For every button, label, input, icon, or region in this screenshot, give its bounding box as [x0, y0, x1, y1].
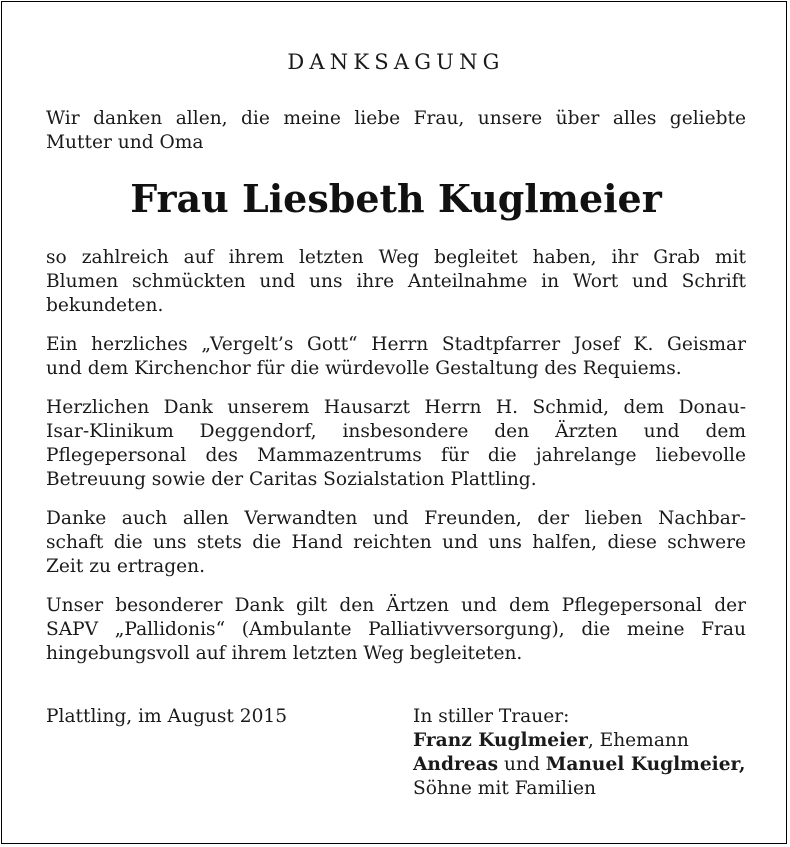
paragraph-line: Betreuung sowie der Caritas Sozialstation Plattling. — [46, 469, 537, 490]
paragraph-thanks-friends — [46, 507, 746, 579]
paragraph-line: hingebungsvoll auf ihrem letzten Weg begleiteten. — [46, 643, 523, 664]
paragraph-line: bekundeten. — [46, 295, 164, 316]
paragraph-line: Unser besonderer Dank gilt den Ärtzen und dem Pflegepersonal der — [46, 595, 746, 616]
paragraph-thanks-accompaniment — [46, 246, 746, 318]
paragraph-line: Ein herzliches „Vergelt’s Gott“ Herrn Stadtpfarrer Josef K. Geismar — [46, 334, 746, 355]
notice-heading: DANKSAGUNG — [287, 50, 505, 74]
paragraph-line: SAPV „Pallidonis“ (Ambulante Palliativversorgung), die meine Frau — [46, 619, 746, 640]
paragraph-line: Pflegepersonal des Mammazentrums für die jahrelange liebevolle — [46, 445, 746, 466]
paragraph-thanks-doctors — [46, 396, 746, 492]
mourner-line — [413, 753, 753, 777]
deceased-name: Frau Liesbeth Kuglmeier — [130, 176, 662, 221]
intro-line: Wir danken allen, die meine liebe Frau, unsere über alles geliebte — [46, 108, 746, 129]
place-date: Plattling, im August 2015 — [46, 706, 288, 727]
notice-frame — [1, 1, 787, 844]
paragraph-line: Danke auch allen Verwandten und Freunden, der lieben Nachbar- — [46, 508, 746, 529]
paragraph-line: schaft die uns stets die Hand reichten und uns halfen, diese schwere — [46, 532, 746, 553]
intro-paragraph — [46, 107, 746, 155]
paragraph-thanks-sapv — [46, 594, 746, 666]
paragraph-line: so zahlreich auf ihrem letzten Weg begleitet haben, ihr Grab mit — [46, 247, 746, 268]
paragraph-line: Isar-Klinikum Deggendorf, insbesondere den Ärzten und dem — [46, 421, 746, 442]
paragraph-line: Blumen schmückten und uns ihre Anteilnahme in Wort und Schrift — [46, 271, 746, 292]
paragraph-line: und dem Kirchenchor für die würdevolle Gestaltung des Requiems. — [46, 358, 682, 379]
intro-line: Mutter und Oma — [46, 132, 204, 153]
mourner-name: Manuel Kuglmeier — [545, 754, 739, 775]
mourning-label: In stiller Trauer: — [413, 706, 570, 727]
mourner-name: Andreas — [413, 754, 499, 775]
mourners-block — [413, 705, 753, 801]
mourner-conjunction: und — [498, 754, 546, 775]
paragraph-thanks-pastor — [46, 333, 746, 381]
mourner-role: Söhne mit Familien — [413, 778, 596, 799]
mourner-punctuation: , — [739, 754, 746, 775]
mourner-role: , Ehemann — [587, 730, 689, 751]
mourner-line — [413, 729, 753, 753]
paragraph-line: Zeit zu ertragen. — [46, 556, 206, 577]
paragraph-line: Herzlichen Dank unserem Hausarzt Herrn H. Schmid, dem Donau- — [46, 397, 746, 418]
mourner-name: Franz Kuglmeier — [413, 730, 588, 751]
